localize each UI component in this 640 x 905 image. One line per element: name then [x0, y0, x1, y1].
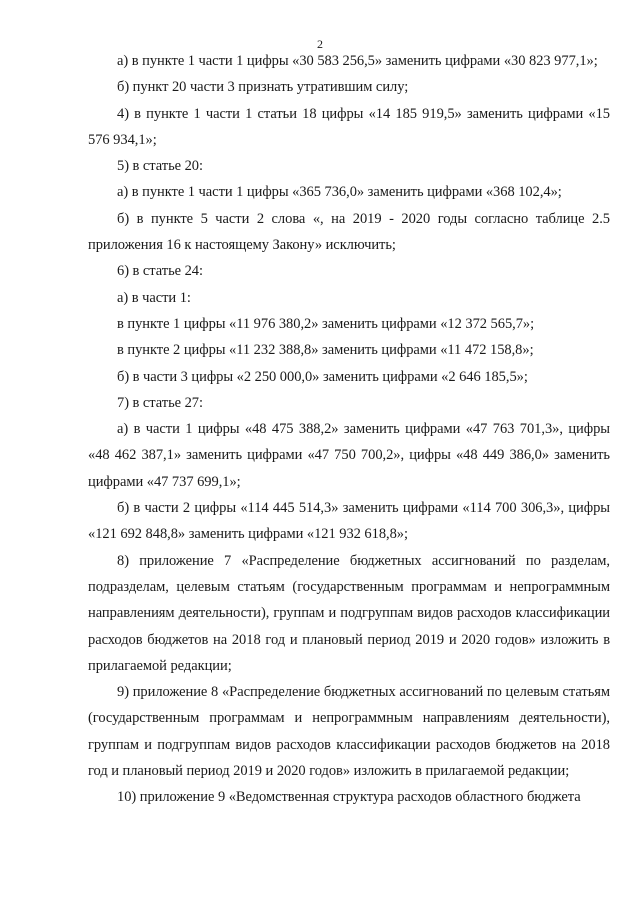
paragraph-1a: а) в пункте 1 части 1 цифры «30 583 256,5» заменить цифрами «30 823 977,1»; [117, 53, 598, 69]
paragraph-8: 8) приложение 7 «Распределение бюджетных ассигнований по разделам, подразделам, целевым статьям (государственным программам и непрограммным направлениям деятельности), группам и подгруппам видов расходов классификации расходов бюджетов на 2018 год и плановый период 2019 и 2020 годов» изложить в прилагаемой редакции; [88, 552, 610, 674]
paragraph-6a: а) в части 1: [117, 289, 191, 306]
paragraph-7: 7) в статье 27: [117, 394, 203, 411]
paragraph-10: 10) приложение 9 «Ведомственная структура расходов областного бюджета [117, 789, 581, 806]
page-number: 2 [317, 37, 323, 51]
paragraph-7a: а) в части 1 цифры «48 475 388,2» заменить цифрами «47 763 701,3», цифры «48 462 387,1» заменить цифрами «47 750 700,2», цифры «48 449 386,0» заменить цифрами «47 737 699,1»; [88, 421, 610, 490]
paragraph-4: 4) в пункте 1 части 1 статьи 18 цифры «14 185 919,5» заменить цифрами «15 576 934,1»; [88, 105, 610, 148]
paragraph-6b: б) в части 3 цифры «2 250 000,0» заменить цифрами «2 646 185,5»; [117, 368, 528, 385]
paragraph-6a-point2: в пункте 2 цифры «11 232 388,8» заменить цифрами «11 472 158,8»; [117, 342, 534, 359]
paragraph-6a-point1: в пункте 1 цифры «11 976 380,2» заменить цифрами «12 372 565,7»; [117, 315, 535, 332]
paragraph-9: 9) приложение 8 «Распределение бюджетных ассигнований по целевым статьям (государственным программам и непрограммным направлениям деятельности), группам и подгруппам видов расходов классификации расходов бюджетов на 2018 год и плановый период 2019 и 2020 годов» изложить в прилагаемой редакции; [88, 684, 610, 780]
paragraph-1b: б) пункт 20 части 3 признать утратившим силу; [117, 79, 409, 96]
paragraph-6: 6) в статье 24: [117, 263, 203, 280]
document-body [88, 48, 610, 811]
paragraph-7b: б) в части 2 цифры «114 445 514,3» заменить цифрами «114 700 306,3», цифры «121 692 848,8» заменить цифрами «121 932 618,8»; [88, 500, 610, 543]
paragraph-5b: б) в пункте 5 части 2 слова «, на 2019 - 2020 годы согласно таблице 2.5 приложения 16 к настоящему Закону» исключить; [88, 210, 610, 254]
paragraph-5: 5) в статье 20: [117, 158, 203, 175]
paragraph-5a: а) в пункте 1 части 1 цифры «365 736,0» заменить цифрами «368 102,4»; [117, 184, 562, 201]
